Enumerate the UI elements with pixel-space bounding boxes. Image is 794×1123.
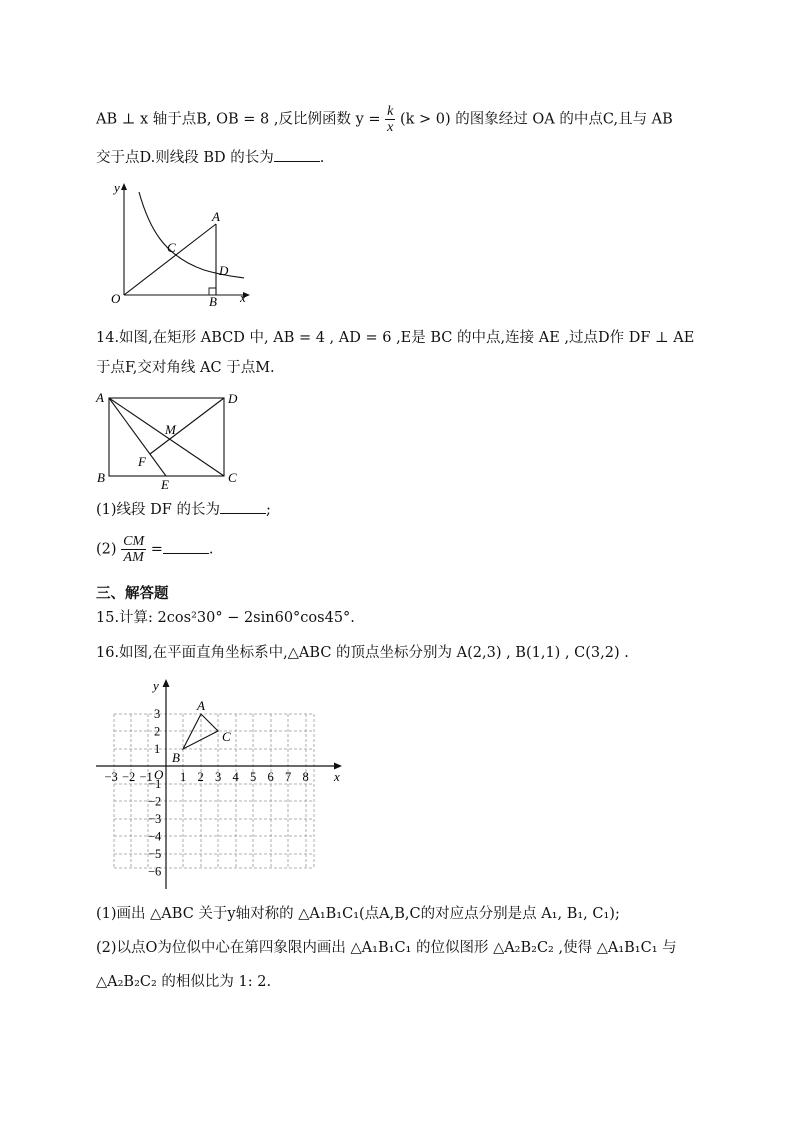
q15-text: 15.计算: 2cos²30° − 2sin60°cos45°. bbox=[96, 610, 355, 626]
grid16-y-tick: −1 bbox=[148, 777, 162, 791]
grid16-y-tick: −4 bbox=[148, 829, 162, 844]
q14-part2-den: AM bbox=[123, 550, 144, 565]
q14-part1-text: (1)线段 DF 的长为 bbox=[96, 502, 220, 518]
fig13-label-x: x bbox=[240, 290, 246, 305]
grid16-label-b: B bbox=[172, 750, 180, 765]
q13-line1-b: (k > 0) 的图象经过 OA 的中点C,且与 AB bbox=[400, 111, 673, 128]
q14-line2: 于点F,交对角线 AC 于点M. bbox=[96, 360, 275, 376]
q13-line1-a: AB ⊥ x 轴于点B, OB = 8 ,反比例函数 y = bbox=[96, 111, 381, 128]
q13-line1 bbox=[96, 104, 673, 135]
fig14-label-b: B bbox=[97, 470, 105, 485]
grid16-x-tick: 7 bbox=[285, 770, 292, 784]
grid16-y-tick: −6 bbox=[148, 864, 162, 879]
grid16-y-tick: −2 bbox=[148, 794, 162, 809]
q14-part2-prefix: (2) bbox=[96, 541, 117, 558]
grid16-y-tick: 2 bbox=[154, 724, 161, 739]
grid16-label-x: x bbox=[334, 769, 340, 784]
fig13-label-b: B bbox=[209, 294, 217, 309]
q14-part2-end: . bbox=[208, 541, 214, 558]
q14-part1-blank bbox=[220, 501, 266, 514]
grid16-x-tick: 4 bbox=[232, 770, 239, 784]
grid16-x-tick: 8 bbox=[302, 770, 309, 784]
q14-part1 bbox=[96, 500, 271, 520]
fig14-label-a: A bbox=[96, 390, 104, 405]
q16-part1: (1)画出 △ABC 关于y轴对称的 △A₁B₁C₁(点A,B,C的对应点分别是点 A₁, B₁, C₁); bbox=[96, 906, 620, 922]
q13-line2 bbox=[96, 148, 324, 168]
q13-frac-den: x bbox=[387, 120, 394, 135]
section3-title: 三、解答题 bbox=[96, 586, 169, 602]
fig13-label-o: O bbox=[111, 291, 121, 306]
figure-16-grid bbox=[90, 674, 350, 894]
q13-answer-blank bbox=[274, 149, 320, 162]
grid16-label-c: C bbox=[222, 729, 231, 744]
q14-part2-blank bbox=[163, 541, 209, 554]
fig13-label-a: A bbox=[212, 209, 220, 224]
grid16-x-tick: −3 bbox=[104, 770, 118, 784]
q16-part2-line2: △A₂B₂C₂ 的相似比为 1: 2. bbox=[96, 974, 272, 990]
grid16-y-tick: 1 bbox=[154, 742, 161, 756]
q13-frac-num: k bbox=[387, 104, 394, 119]
fig14-label-e: E bbox=[161, 477, 169, 490]
grid16-x-tick: 5 bbox=[250, 770, 257, 784]
grid16-x-tick: 3 bbox=[215, 770, 222, 784]
q13-fraction bbox=[385, 104, 395, 135]
fig14-label-m: M bbox=[165, 422, 176, 437]
grid16-y-tick: −3 bbox=[148, 812, 162, 826]
q16-part2-line1: (2)以点O为位似中心在第四象限内画出 △A₁B₁C₁ 的位似图形 △A₂B₂C₂ ,使得 △A₁B₁C₁ 与 bbox=[96, 940, 677, 956]
fig14-label-d: D bbox=[228, 391, 238, 406]
q16-line1: 16.如图,在平面直角坐标系中,△ABC 的顶点坐标分别为 A(2,3) , B(1,1) , C(3,2) . bbox=[96, 645, 629, 661]
grid16-x-tick: 1 bbox=[180, 770, 187, 784]
grid16-label-o: O bbox=[154, 767, 164, 782]
grid16-x-tick: 2 bbox=[197, 770, 204, 784]
fig13-label-d: D bbox=[219, 263, 229, 278]
grid16-y-tick: −5 bbox=[148, 847, 162, 861]
q14-part2-eq: = bbox=[150, 541, 163, 558]
grid16-x-tick: 6 bbox=[267, 770, 274, 784]
q14-part2-num: CM bbox=[123, 534, 145, 549]
grid16-label-y: y bbox=[153, 678, 159, 693]
figure-14 bbox=[94, 386, 254, 490]
fig13-label-c: C bbox=[167, 240, 176, 255]
fig14-label-f: F bbox=[138, 454, 146, 469]
figure-13 bbox=[94, 178, 264, 310]
q14-part2 bbox=[96, 534, 214, 565]
grid16-y-tick: 3 bbox=[154, 707, 161, 721]
grid16-x-tick: −2 bbox=[122, 770, 136, 784]
q14-part2-fraction bbox=[121, 534, 146, 565]
q13-line2-end: . bbox=[319, 150, 325, 166]
q14-part1-end: ; bbox=[265, 502, 271, 518]
grid16-x-tick: −1 bbox=[139, 770, 153, 784]
grid16-label-a: A bbox=[197, 698, 205, 713]
fig14-label-c: C bbox=[228, 470, 237, 485]
fig13-label-y: y bbox=[114, 180, 120, 195]
q14-line1: 14.如图,在矩形 ABCD 中, AB = 4 , AD = 6 ,E是 BC 的中点,连接 AE ,过点D作 DF ⊥ AE bbox=[96, 330, 695, 346]
q13-line2-text: 交于点D.则线段 BD 的长为 bbox=[96, 150, 274, 166]
